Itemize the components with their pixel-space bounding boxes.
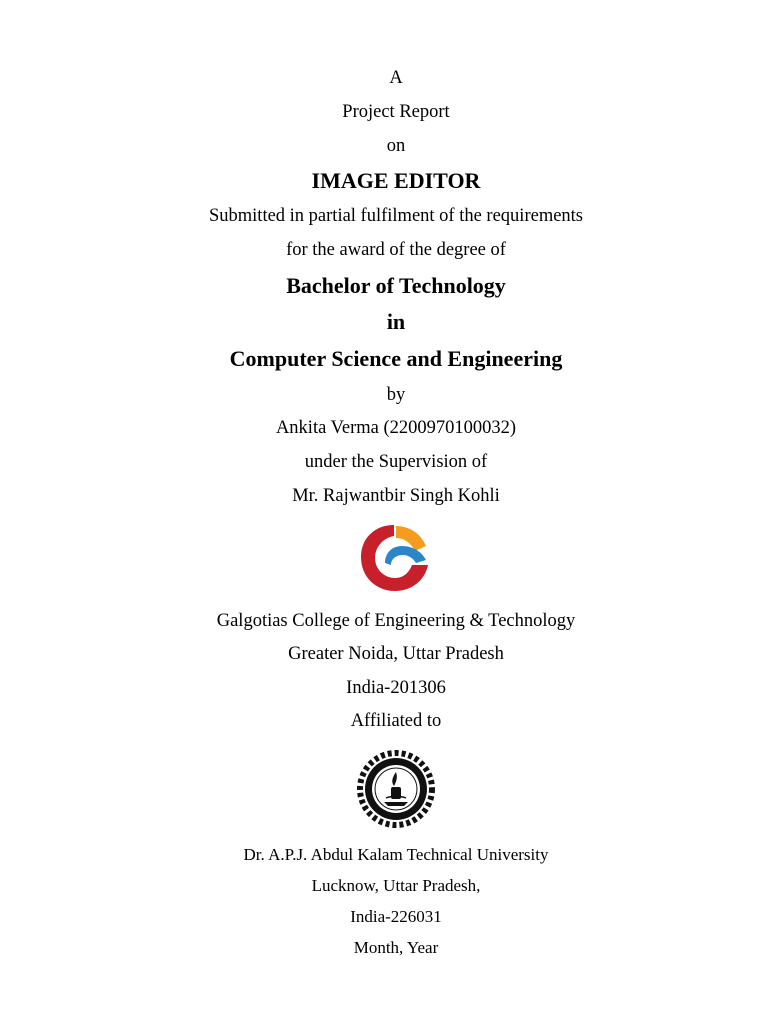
college-name: Galgotias College of Engineering & Technology xyxy=(216,611,576,631)
by-label: by xyxy=(386,385,406,405)
college-city: Greater Noida, Uttar Pradesh xyxy=(288,644,504,664)
affiliated-label: Affiliated to xyxy=(350,711,442,731)
degree-in: in xyxy=(386,309,406,334)
university-seal-icon xyxy=(357,750,435,828)
college-logo-icon xyxy=(358,523,432,593)
university-pin: India-226031 xyxy=(350,907,442,926)
university-name: Dr. A.P.J. Abdul Kalam Technical University xyxy=(243,845,549,864)
project-title: IMAGE EDITOR xyxy=(311,168,481,193)
degree-name: Bachelor of Technology xyxy=(286,273,506,298)
submission-line-1: Submitted in partial fulfilment of the requirements xyxy=(208,206,584,226)
intro-on: on xyxy=(386,136,406,156)
branch-name: Computer Science and Engineering xyxy=(229,346,563,371)
intro-article: A xyxy=(389,68,403,88)
submission-line-2: for the award of the degree of xyxy=(286,240,506,260)
report-date: Month, Year xyxy=(353,938,439,957)
university-city: Lucknow, Uttar Pradesh, xyxy=(311,876,481,895)
supervision-label: under the Supervision of xyxy=(304,452,488,472)
supervisor-name: Mr. Rajwantbir Singh Kohli xyxy=(292,486,500,506)
college-pin: India-201306 xyxy=(346,678,446,698)
logo-blue-swirl xyxy=(385,546,426,565)
student-name: Ankita Verma (2200970100032) xyxy=(275,418,517,438)
report-type: Project Report xyxy=(342,102,450,122)
